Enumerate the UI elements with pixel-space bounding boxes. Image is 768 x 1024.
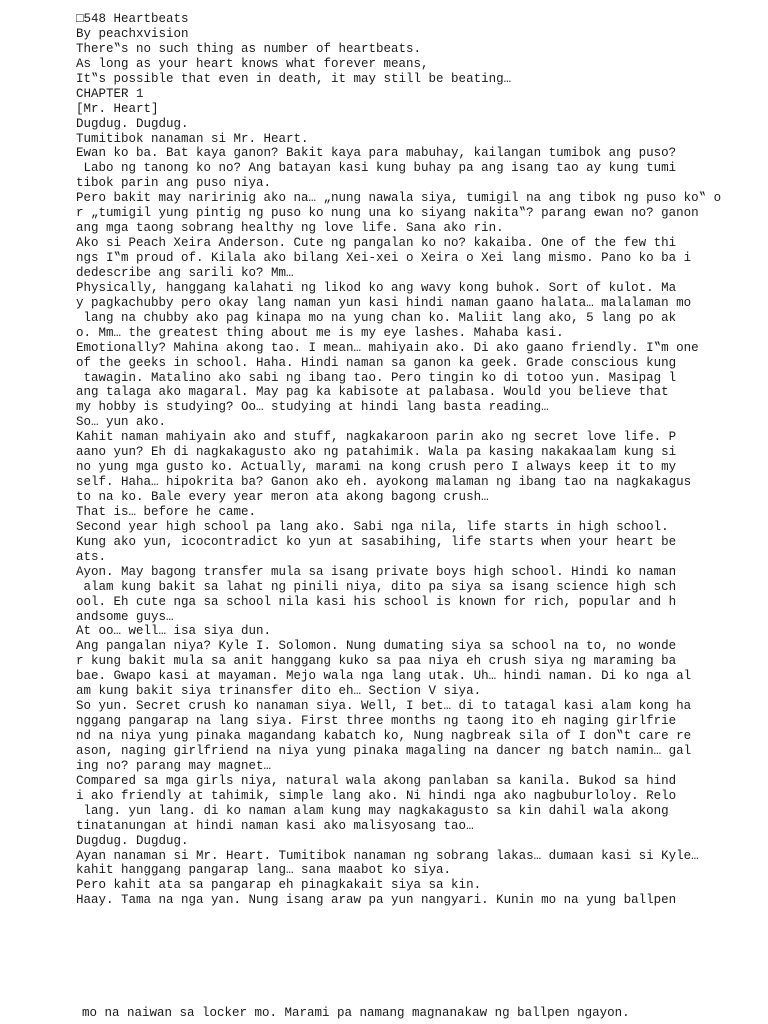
document-body bbox=[76, 12, 756, 908]
text-line: my hobby is studying? Oo… studying at hindi lang basta reading… bbox=[76, 400, 549, 415]
text-line: Ewan ko ba. Bat kaya ganon? Bakit kaya para mabuhay, kailangan tumibok ang puso? bbox=[76, 146, 677, 161]
text-line: bae. Gwapo kasi at mayaman. Mejo wala nga lang utak. Uh… hindi naman. Di ko nga al bbox=[76, 669, 692, 684]
text-line: There‟s no such thing as number of heartbeats. bbox=[76, 41, 422, 56]
text-line: self. Haha… hipokrita ba? Ganon ako eh. ayokong malaman ng ibang tao na nagkakagus bbox=[76, 475, 692, 490]
text-line: CHAPTER 1 bbox=[76, 86, 144, 101]
text-line: [Mr. Heart] bbox=[76, 101, 159, 116]
text-line: kahit hanggang pangarap lang… sana maabot ko siya. bbox=[76, 863, 452, 878]
text-line: Compared sa mga girls niya, natural wala akong panlaban sa kanila. Bukod sa hind bbox=[76, 773, 677, 788]
text-line: That is… before he came. bbox=[76, 504, 257, 519]
text-line: tawagin. Matalino ako sabi ng ibang tao. Pero tingin ko di totoo yun. Masipag l bbox=[76, 370, 677, 385]
text-line: tibok parin ang puso niya. bbox=[76, 176, 272, 191]
text-line: So… yun ako. bbox=[76, 415, 167, 430]
text-line: Physically, hanggang kalahati ng likod ko ang wavy kong buhok. Sort of kulot. Ma bbox=[76, 280, 677, 295]
text-line: o. Mm… the greatest thing about me is my eye lashes. Mahaba kasi. bbox=[76, 325, 564, 340]
text-line: Ako si Peach Xeira Anderson. Cute ng pangalan ko no? kakaiba. One of the few thi bbox=[76, 236, 677, 251]
text-line: ang mga taong sobrang healthy ng love life. Sana ako rin. bbox=[76, 221, 504, 236]
text-line: ang talaga ako magaral. May pag ka kabisote at palabasa. Would you believe that bbox=[76, 385, 669, 400]
text-line: no yung mga gusto ko. Actually, marami na kong crush pero I always keep it to my bbox=[76, 460, 677, 475]
text-line: dedescribe ang sarili ko? Mm… bbox=[76, 265, 294, 280]
text-line: Ayon. May bagong transfer mula sa isang private boys high school. Hindi ko naman bbox=[76, 564, 677, 579]
text-line: ool. Eh cute nga sa school nila kasi his school is known for rich, popular and h bbox=[76, 594, 677, 609]
text-line: ason, naging girlfriend na niya yung pinaka magaling na dancer ng batch namin… gal bbox=[76, 743, 692, 758]
text-line: ats. bbox=[76, 549, 107, 564]
text-line: y pagkachubby pero okay lang naman yun kasi hindi naman gaano halata… malalaman mo bbox=[76, 295, 692, 310]
text-line: So yun. Secret crush ko nanaman siya. Well, I bet… di to tatagal kasi alam kong ha bbox=[76, 699, 692, 714]
text-line: Haay. Tama na nga yan. Nung isang araw pa yun nangyari. Kunin mo na yung ballpen bbox=[76, 893, 677, 908]
text-line: i ako friendly at tahimik, simple lang ako. Ni hindi nga ako nagbuburloloy. Relo bbox=[76, 788, 677, 803]
text-line: nggang pangarap na lang siya. First three months ng taong ito eh naging girlfrie bbox=[76, 714, 677, 729]
text-line: to na ko. Bale every year meron ata akong bagong crush… bbox=[76, 490, 489, 504]
text-line: andsome guys… bbox=[76, 609, 174, 624]
document-title: □548 Heartbeats bbox=[76, 12, 189, 26]
text-line: Kahit naman mahiyain ako and stuff, nagkakaroon parin ako ng secret love life. P bbox=[76, 430, 677, 445]
page-bottom-text-line: mo na naiwan sa locker mo. Marami pa namang magnanakaw ng ballpen ngayon. bbox=[82, 1006, 630, 1020]
text-line: At oo… well… isa siya dun. bbox=[76, 624, 272, 639]
text-line: nd na niya yung pinaka magandang kabatch ko, Nung nagbreak sila of I don‟t care re bbox=[76, 729, 692, 743]
text-line: Pero kahit ata sa pangarap eh pinagkakait siya sa kin. bbox=[76, 878, 482, 893]
text-line: ngs I‟m proud of. Kilala ako bilang Xei-xei o Xeira o Xei lang mismo. Pano ko ba i bbox=[76, 251, 692, 265]
text-line: Second year high school pa lang ako. Sabi nga nila, life starts in high school. bbox=[76, 519, 669, 534]
text-line: Ayan nanaman si Mr. Heart. Tumitibok nanaman ng sobrang lakas… dumaan kasi si Kyle… bbox=[76, 848, 699, 863]
text-line: Labo ng tanong ko no? Ang batayan kasi kung buhay pa ang isang tao ay kung tumi bbox=[76, 161, 677, 176]
text-line: r „tumigil yung pintig ng puso ko nung una ko siyang nakita‟? parang ewan no? ganon bbox=[76, 206, 699, 221]
text-line: Dugdug. Dugdug. bbox=[76, 833, 189, 848]
text-line: Ang pangalan niya? Kyle I. Solomon. Nung dumating siya sa school na to, no wonde bbox=[76, 639, 677, 654]
text-line: Pero bakit may naririnig ako na… „nung nawala siya, tumigil na ang tibok ng puso ko‟ o bbox=[76, 191, 722, 206]
text-line: ing no? parang may magnet… bbox=[76, 758, 272, 773]
text-line: am kung bakit siya trinansfer dito eh… Section V siya. bbox=[76, 684, 482, 699]
text-line: By peachxvision bbox=[76, 26, 189, 41]
text-line: It‟s possible that even in death, it may still be beating… bbox=[76, 71, 512, 86]
text-line: r kung bakit mula sa anit hanggang kuko sa paa niya eh crush siya ng maraming ba bbox=[76, 654, 677, 669]
text-line: alam kung bakit sa lahat ng pinili niya, dito pa siya sa isang science high sch bbox=[76, 579, 677, 594]
text-line: aano yun? Eh di nagkakagusto ako ng patahimik. Wala pa kasing nakakaalam kung si bbox=[76, 445, 677, 460]
text-line: Kung ako yun, icocontradict ko yun at sasabihing, life starts when your heart be bbox=[76, 534, 677, 549]
text-line: Emotionally? Mahina akong tao. I mean… mahiyain ako. Di ako gaano friendly. I‟m one bbox=[76, 340, 699, 355]
text-line: tinatanungan at hindi naman kasi ako malisyosang tao… bbox=[76, 818, 474, 833]
text-line: lang na chubby ako pag kinapa mo na yung chan ko. Maliit lang ako, 5 lang po ak bbox=[76, 310, 677, 325]
text-line: of the geeks in school. Haha. Hindi naman sa ganon ka geek. Grade conscious kung bbox=[76, 355, 677, 370]
text-line: Tumitibok nanaman si Mr. Heart. bbox=[76, 131, 309, 146]
text-line: lang. yun lang. di ko naman alam kung may nagkakagusto sa kin dahil wala akong bbox=[76, 803, 669, 818]
text-line: Dugdug. Dugdug. bbox=[76, 116, 189, 131]
text-line: As long as your heart knows what forever means, bbox=[76, 56, 429, 71]
